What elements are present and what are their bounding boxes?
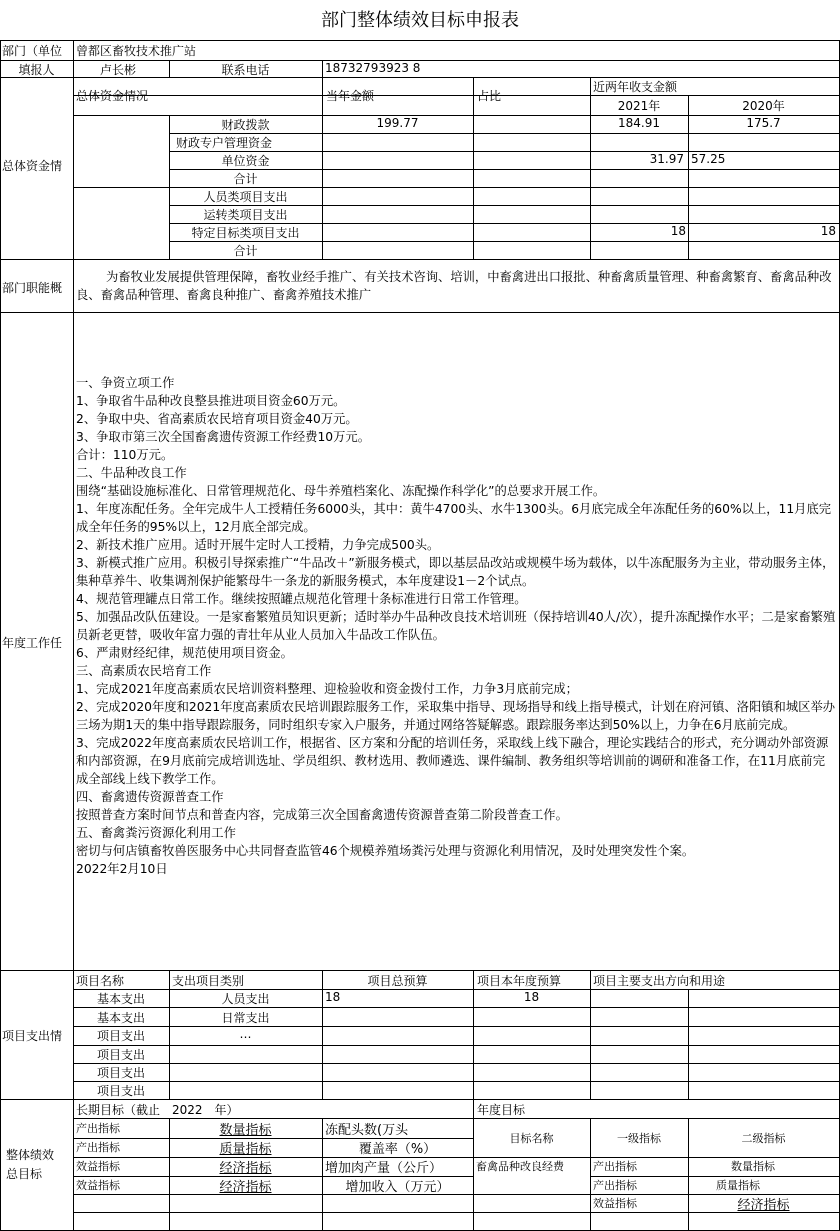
- funds-row-2020: 175.7: [746, 116, 781, 130]
- target-right-header-name: 目标名称: [509, 1132, 554, 1145]
- annual-line: 一、争资立项工作: [76, 376, 175, 390]
- annual-line: 五、畜禽粪污资源化利用工作: [76, 826, 236, 840]
- page-title: 部门整体绩效目标申报表: [321, 10, 519, 31]
- filler-label: 填报人: [18, 63, 55, 77]
- target-right-name: 畜禽品种改良经费: [476, 1160, 564, 1173]
- target-left-c: 覆盖率（%）: [358, 1142, 437, 1156]
- annual-line: 1、年度冻配任务。全年完成牛人工授精任务6000头，其中：黄牛4700头、水牛1300头。6月底完成全年冻配任务的60%以上，11月底完成全年任务的95%以上，12月底全部完成。: [76, 502, 832, 534]
- target-right-l1: 产出指标: [593, 1179, 637, 1192]
- year-2020-header: 2020年: [742, 99, 785, 113]
- annual-line: 3、完成2022年度高素质农民培训工作，根据省、区方案和分配的培训任务，采取线上线下融合，理论实践结合的形式，充分调动外部资源和内部资源，在9月底前完成培训选址、学员组织、教材选用、教师遴选、课件编制、教务组织等培训前的调研和准备工作，在11月底前完成全部线上线下教学工作。: [76, 736, 829, 786]
- projects-header-usage: 项目主要支出方向和用途: [593, 974, 726, 988]
- target-left-b: [169, 1138, 322, 1156]
- duty-text: 为畜牧业发展提供管理保障，畜牧业经手推广、有关技术咨询、培训，中畜禽进出口报批、种畜禽质量管理、种畜禽繁育、畜禽品种改良、畜禽品种管理、畜禽良种推广、畜禽养殖技术推广: [76, 270, 832, 302]
- target-left-a: 效益指标: [76, 1160, 120, 1173]
- year-2021-header: 2021年: [617, 99, 661, 113]
- project-row-category: 人员支出: [221, 992, 270, 1006]
- annual-line: 3、争取市第三次全国畜禽遗传资源工作经费10万元。: [76, 430, 371, 444]
- annual-line: 2、完成2020年度和2021年度高素质农民培训跟踪服务工作，采取集中指导、现场指导和线上指导模式，计划在府河镇、洛阳镇和城区举办三场为期1天的集中指导跟踪服务，同时组织专家入户服务，并通过网络答疑解惑。跟踪服务率达到50%以上，力争在6月底前完成。: [76, 700, 836, 732]
- annual-line: 4、规范管理罐点日常工作。继续按照罐点规范化管理十条标准进行日常工作管理。: [76, 592, 527, 606]
- funds-row-2021: 184.91: [618, 116, 660, 130]
- funds-row-label: 财政拨款: [221, 118, 270, 132]
- annual-line: 1、完成2021年度高素质农民培训资料整理、迎检验收和资金拨付工作，力争3月底前完成；: [76, 682, 578, 696]
- duty-label: 部门职能概: [2, 281, 63, 295]
- project-row-total: 18: [325, 990, 341, 1004]
- target-left-b: [169, 1119, 322, 1137]
- annual-line: 合计：110万元。: [76, 448, 174, 462]
- target-right-l1: 产出指标: [593, 1160, 637, 1173]
- target-left-b-text: 质量指标: [219, 1142, 272, 1156]
- current-amount-header: 当年金额: [326, 89, 375, 103]
- project-row-name: 基本支出: [96, 1011, 145, 1025]
- funds-section-label: 总体资金情: [2, 159, 63, 173]
- project-row-name: 项目支出: [96, 1048, 145, 1062]
- project-row-name: 项目支出: [96, 1084, 145, 1098]
- target-left-b: [169, 1157, 322, 1175]
- target-left-a: 产出指标: [76, 1122, 120, 1135]
- target-left-b-text: 数量指标: [219, 1123, 272, 1137]
- target-left-b-text: 经济指标: [219, 1180, 272, 1194]
- project-row-name: 项目支出: [96, 1066, 145, 1080]
- target-left-b-text: 经济指标: [219, 1161, 272, 1175]
- annual-line: 2、争取中央、省高素质农民培育项目资金40万元。: [76, 412, 358, 426]
- funds-row-label: 特定目标类项目支出: [191, 226, 300, 240]
- projects-header-total: 项目总预算: [367, 974, 428, 988]
- funds-row-2020: 18: [820, 224, 836, 238]
- funds-row-label: 合计: [233, 244, 258, 258]
- projects-header-name: 项目名称: [76, 974, 125, 988]
- phone-value: 18732793923 8: [325, 61, 421, 75]
- annual-line: 2、新技术推广应用。适时开展牛定时人工授精，力争完成500头。: [76, 538, 440, 552]
- funds-row-label: 财政专户管理资金: [176, 136, 273, 150]
- projects-label: 项目支出情: [2, 1029, 63, 1043]
- recent-years-header: 近两年收支金额: [593, 80, 678, 94]
- target-left-c: 增加收入（万元）: [345, 1180, 450, 1194]
- annual-line: 6、严肃财经纪律，规范使用项目资金。: [76, 646, 293, 660]
- targets-label-line2: 总目标: [6, 1167, 43, 1181]
- annual-text: [76, 374, 836, 899]
- funds-row-label: 合计: [233, 172, 258, 186]
- target-left-a: 效益指标: [76, 1179, 120, 1192]
- annual-line: 四、畜禽遗传资源普查工作: [76, 790, 224, 804]
- annual-line: 三、高素质农民培育工作: [76, 664, 212, 678]
- dept-value: 曾都区畜牧技术推广站: [76, 44, 197, 58]
- project-row-category: 日常支出: [221, 1011, 270, 1025]
- target-right-l2: [688, 1194, 839, 1212]
- target-left-c: 冻配头数(万头: [325, 1123, 409, 1137]
- targets-label-line1: 整体绩效: [6, 1148, 55, 1162]
- annual-line: 按照普查方案时间节点和普查内容，完成第三次全国畜禽遗传资源普查第二阶段普查工作。: [76, 808, 568, 822]
- project-row-name: 项目支出: [96, 1029, 145, 1043]
- phone-label: 联系电话: [221, 63, 270, 77]
- target-right-l1: 效益指标: [593, 1197, 637, 1210]
- funds-row-2021: 18: [670, 224, 686, 238]
- filler-value: 卢长彬: [100, 63, 137, 77]
- target-left-b: [169, 1176, 322, 1194]
- annual-line: 3、新模式推广应用。积极引导探索推广“牛品改＋”新服务模式，即以基层品改站或规模牛场为载体，以牛冻配服务为主业，带动服务主体，集种草养牛、收集调剂保护能繁母牛一条龙的新服务模式，本年度建设1－2个试点。: [76, 556, 835, 588]
- annual-label: 年度工作任: [2, 636, 63, 650]
- projects-header-annual: 项目本年度预算: [477, 974, 562, 988]
- annual-target-label: 年度目标: [477, 1103, 526, 1117]
- annual-line: 5、加强品改队伍建设。一是家畜繁殖员知识更新；适时举办牛品种改良技术培训班（保持培训40人/次），提升冻配操作水平；二是家畜繁殖员新老更替，吸收年富力强的青壮年从业人员加入牛品改工作队伍。: [76, 610, 836, 642]
- funds-row-2021: 31.97: [649, 152, 684, 166]
- project-row-annual: 18: [523, 990, 540, 1004]
- target-right-l2-text: 经济指标: [737, 1198, 790, 1212]
- annual-line: 2022年2月10日: [76, 862, 168, 876]
- funds-row-label: 人员类项目支出: [203, 190, 288, 204]
- target-left-c: 增加肉产量（公斤）: [325, 1161, 443, 1175]
- project-row-category: …: [239, 1027, 252, 1041]
- annual-line: 1、争取省牛品种改良整县推进项目资金60万元。: [76, 394, 346, 408]
- funds-row-label: 单位资金: [221, 154, 270, 168]
- projects-header-category: 支出项目类别: [172, 974, 245, 988]
- project-row-name: 基本支出: [96, 992, 145, 1006]
- annual-line: 密切与何店镇畜牧兽医服务中心共同督查监管46个规模养殖场粪污处理与资源化利用情况，及时处理突发性个案。: [76, 844, 695, 858]
- target-right-l2: 质量指标: [716, 1179, 760, 1192]
- funds-row-2020: 57.25: [691, 152, 726, 166]
- annual-line: 围绕“基础设施标准化、日常管理规范化、母牛养殖档案化、冻配操作科学化”的总要求开展工作。: [76, 484, 606, 498]
- long-term-target: 长期目标（截止 2022 年）: [76, 1103, 239, 1117]
- dept-label: 部门（单位: [2, 44, 63, 58]
- funds-row-label: 运转类项目支出: [203, 208, 288, 222]
- annual-line: 二、牛品种改良工作: [76, 466, 187, 480]
- target-left-a: 产出指标: [76, 1141, 120, 1154]
- funds-row-current: 199.77: [376, 116, 419, 130]
- overall-funds-label: 总体资金情况: [76, 89, 149, 103]
- target-right-l2: 数量指标: [731, 1160, 775, 1173]
- target-right-header-l2: 二级指标: [741, 1132, 786, 1145]
- ratio-header: 占比: [477, 89, 502, 103]
- target-right-header-l1: 一级指标: [617, 1132, 661, 1145]
